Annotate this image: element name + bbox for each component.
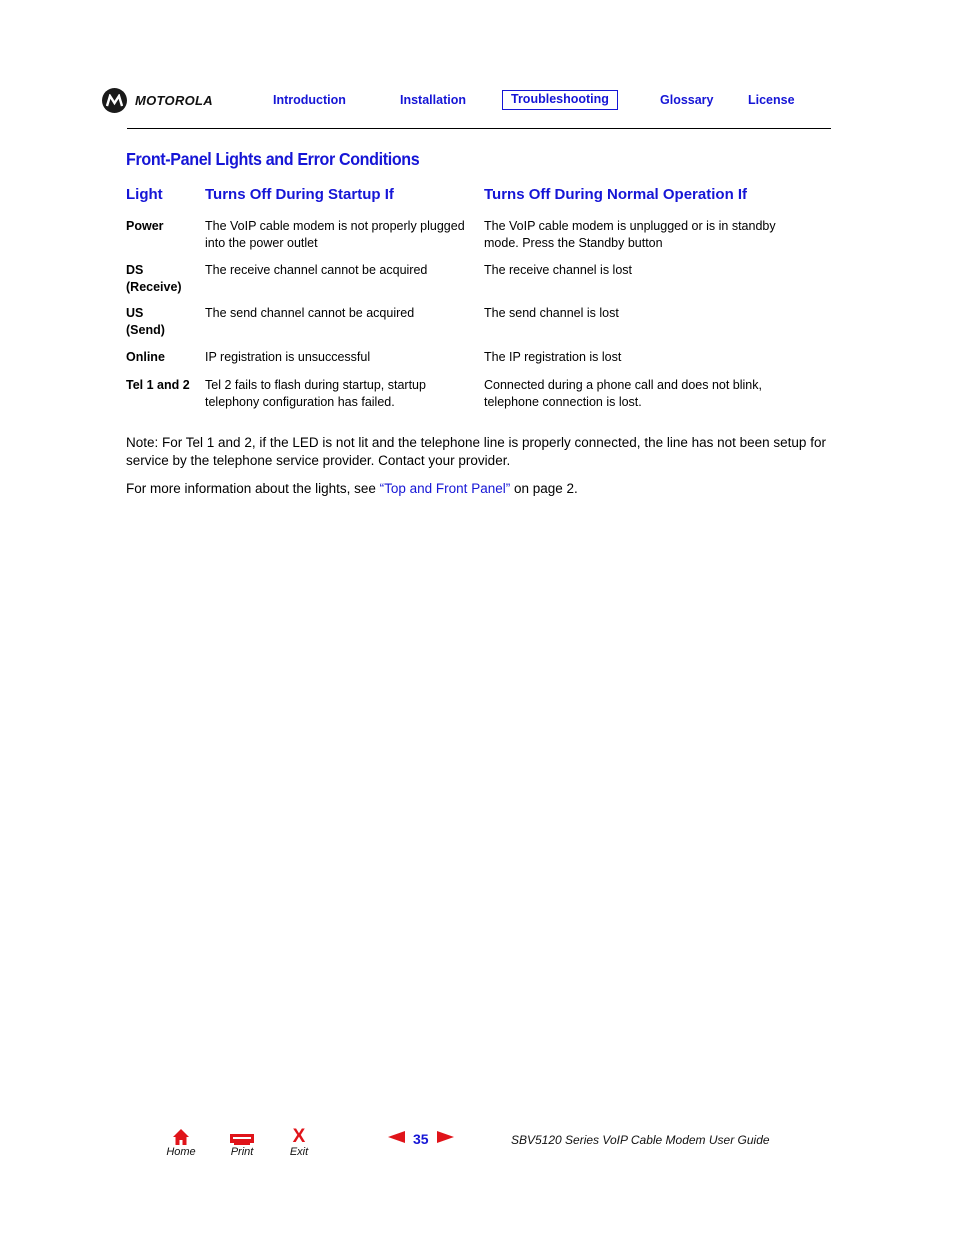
cell-light: Power: [126, 219, 164, 233]
previous-page-arrow-icon[interactable]: [388, 1130, 405, 1148]
cell-startup: The VoIP cable modem is not properly plugged into the power outlet: [205, 219, 465, 250]
cell-normal: The receive channel is lost: [484, 263, 632, 277]
cell-normal: The send channel is lost: [484, 306, 619, 320]
motorola-logo: [102, 88, 213, 113]
motorola-batwing-icon: [102, 88, 127, 113]
page-navigator: [388, 1130, 454, 1148]
cell-normal: Connected during a phone call and does not blink, telephone connection is lost.: [484, 378, 762, 409]
cell-normal: The IP registration is lost: [484, 350, 622, 364]
column-header-startup: Turns Off During Startup If: [205, 186, 394, 203]
header-divider: [127, 128, 831, 129]
cell-normal: The VoIP cable modem is unplugged or is in standby mode. Press the Standby button: [484, 219, 776, 250]
cell-light: Online: [126, 350, 165, 364]
home-icon: [161, 1128, 201, 1146]
cell-light: Tel 1 and 2: [126, 378, 190, 392]
section-title: Front-Panel Lights and Error Conditions: [126, 149, 420, 169]
cell-light: US (Send): [126, 306, 165, 337]
guide-title: SBV5120 Series VoIP Cable Modem User Guide: [511, 1133, 770, 1147]
home-button[interactable]: [161, 1128, 201, 1158]
exit-button[interactable]: [279, 1128, 319, 1158]
cell-startup: IP registration is unsuccessful: [205, 350, 371, 364]
column-header-light: Light: [126, 186, 163, 203]
exit-label: Exit: [289, 1146, 309, 1158]
motorola-wordmark: MOTOROLA: [135, 93, 213, 108]
top-and-front-panel-link[interactable]: “Top and Front Panel”: [379, 481, 511, 496]
page-number: 35: [413, 1131, 429, 1147]
print-label: Print: [230, 1146, 254, 1158]
cell-startup: The send channel cannot be acquired: [205, 306, 415, 320]
column-header-normal: Turns Off During Normal Operation If: [484, 186, 748, 203]
next-page-arrow-icon[interactable]: [437, 1130, 454, 1148]
cell-startup: The receive channel cannot be acquired: [205, 263, 428, 277]
more-info-paragraph: For more information about the lights, see “Top and Front Panel” on page 2.: [126, 481, 578, 496]
cell-light: DS (Receive): [126, 263, 182, 294]
tel-led-note: Note: For Tel 1 and 2, if the LED is not lit and the telephone line is properly connected, the line has not been setup for service by the telephone service provider. Contact your provider.: [126, 435, 826, 468]
home-label: Home: [166, 1146, 196, 1158]
cell-startup: Tel 2 fails to flash during startup, startup telephony configuration has failed.: [205, 378, 426, 409]
nav-installation[interactable]: Installation: [400, 93, 466, 107]
nav-introduction[interactable]: Introduction: [273, 93, 346, 107]
nav-troubleshooting[interactable]: Troubleshooting: [502, 90, 618, 110]
close-icon: X: [292, 1126, 306, 1147]
print-button[interactable]: [222, 1128, 262, 1158]
nav-glossary[interactable]: Glossary: [660, 93, 714, 107]
printer-icon: [222, 1128, 262, 1146]
nav-license[interactable]: License: [748, 93, 795, 107]
